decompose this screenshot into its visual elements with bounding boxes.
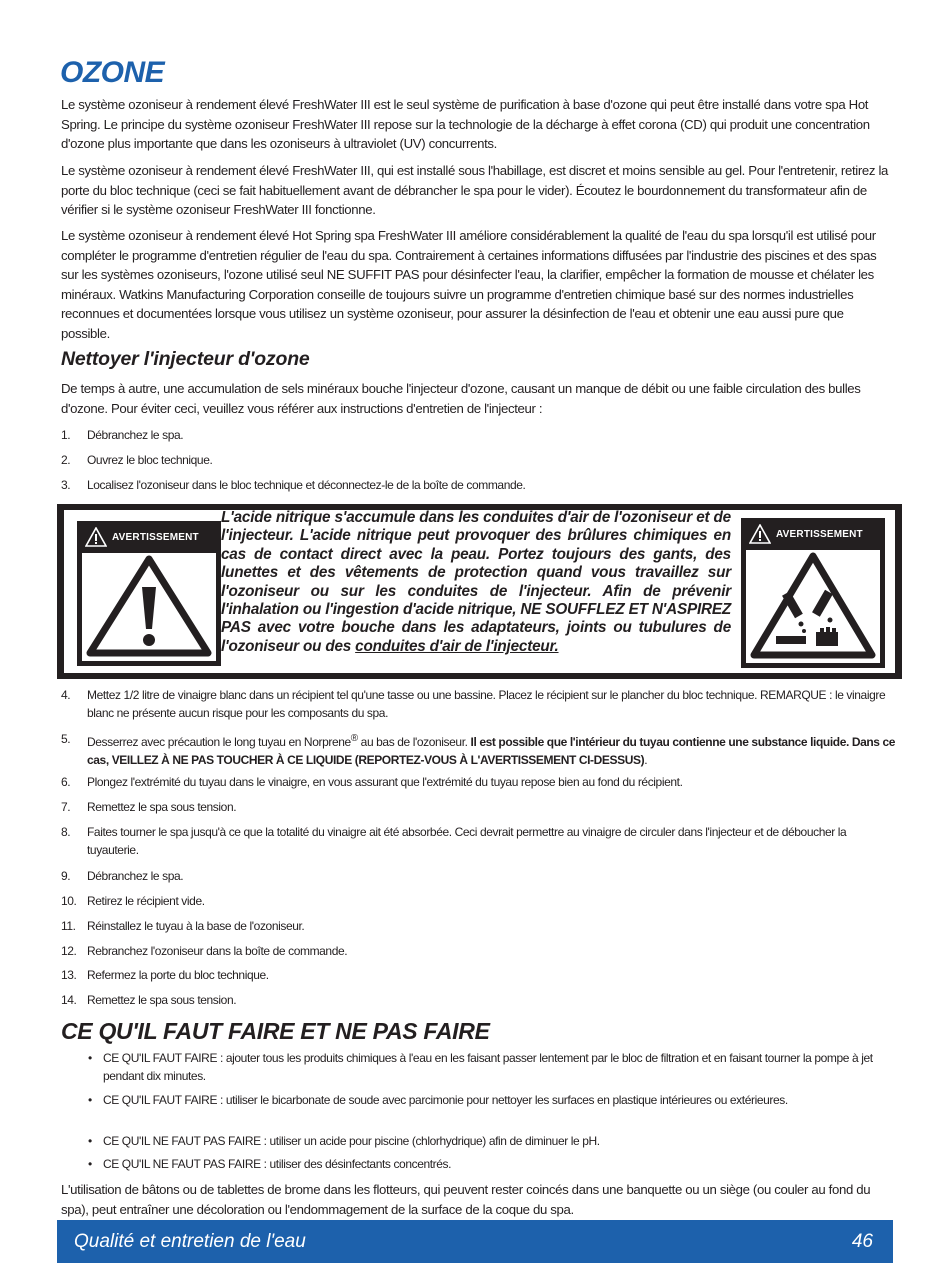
warning-triangle-icon: [85, 527, 107, 547]
dos-donts-heading: CE QU'IL FAUT FAIRE ET NE PAS FAIRE: [61, 1018, 490, 1044]
step-3: 3. Localisez l'ozoniseur dans le bloc technique et déconnectez-le de la boîte de commande.: [61, 478, 526, 492]
corrosive-hazard-icon: [746, 550, 880, 661]
ozone-paragraph-3: Le système ozoniseur à rendement élevé Hot Spring spa FreshWater III améliore considérablement la qualité de l'eau du spa lorsqu'il est utilisé pour compléter le programme d'entretien régulier de l'eau du spa. Contrairement à certaines informations diffusées par l'industrie des piscines et des spas sur les systèmes ozoniseurs, l'ozone utilisé seul NE SUFFIT PAS pour désinfecter l'eau, la clarifier, empêcher la formation de mousse et chélater les minéraux. Watkins Manufacturing Corporation conseille de toujours suivre un programme d'entretien chimique basé sur des normes industrielles reconnues et documentées lorsque vous utilisez un système ozoniseur, pour assurer la désinfection de l'eau et obtenir une eau aussi pure que possible.: [61, 228, 877, 341]
step-1: 1. Débranchez le spa.: [61, 428, 184, 442]
step-2: 2. Ouvrez le bloc technique.: [61, 453, 213, 467]
bullet-item: • CE QU'IL FAUT FAIRE : utiliser le bicarbonate de soude avec parcimonie pour nettoyer les surfaces en plastique intérieures ou extérieures.: [88, 1093, 788, 1107]
bullet-item: • CE QU'IL NE FAUT PAS FAIRE : utiliser un acide pour piscine (chlorhydrique) afin de diminuer le pH.: [88, 1134, 600, 1148]
warning-text: L'acide nitrique s'accumule dans les conduites d'air de l'ozoniseur et de l'injecteur. L'acide nitrique peut provoquer des brûlures chimiques en cas de contact direct avec la peau. Portez toujours des gants, des lunettes et des vêtements de protection quand vous travaillez sur l'ozoniseur ou sur les conduites de l'injecteur. Afin de prévenir l'inhalation ou l'ingestion d'acide nitrique, NE SOUFFLEZ ET N'ASPIREZ PAS avec votre bouche dans les adaptateurs, joints ou tubulures de l'ozoniseur ou des conduites d'air de l'injecteur.: [221, 509, 731, 655]
footer-bar: [57, 1220, 893, 1263]
step-14: 14. Remettez le spa sous tension.: [61, 993, 237, 1007]
step-11: 11. Réinstallez le tuyau à la base de l'ozoniseur.: [61, 919, 305, 933]
injector-intro: De temps à autre, une accumulation de sels minéraux bouche l'injecteur d'ozone, causant un manque de débit ou une faible circulation des bulles d'ozone. Pour éviter ceci, veuillez vous référer aux instructions d'entretien de l'injecteur :: [61, 381, 861, 416]
injector-heading: Nettoyer l'injecteur d'ozone: [61, 348, 310, 370]
step-10: 10. Retirez le récipient vide.: [61, 894, 205, 908]
step-13: 13. Refermez la porte du bloc technique.: [61, 968, 269, 982]
bullet-item: • CE QU'IL NE FAUT PAS FAIRE : utiliser des désinfectants concentrés.: [88, 1157, 452, 1171]
ozone-paragraph-1: Le système ozoniseur à rendement élevé FreshWater III est le seul système de purification à base d'ozone qui peut être installé dans votre spa Hot Spring. Le principe du système ozoniseur FreshWater III repose sur la technologie de la décharge à effet corona (CD) qui produit une concentration d'ozone plus importante que dans les ozoniseurs à ultraviolet (UV) concurrents.: [61, 97, 870, 152]
step-5: 5. Desserrez avec précaution le long tuyau en Norprene® au bas de l'ozoniseur. Il est possible que l'intérieur du tuyau contienne une substance liquide. Dans ce cas, VEILLEZ À NE PAS TOUCHER À CE LIQUIDE (REPORTEZ-VOUS À L'AVERTISSEMENT CI-DESSUS).: [61, 732, 896, 767]
step-6: 6. Plongez l'extrémité du tuyau dans le vinaigre, en vous assurant que l'extrémité du tuyau repose bien au fond du récipient.: [61, 775, 683, 789]
warning-sign-left: AVERTISSEMENT: [77, 521, 221, 666]
step-12: 12. Rebranchez l'ozoniseur dans la boîte de commande.: [61, 944, 348, 958]
page-title: OZONE: [60, 56, 165, 89]
ozone-paragraph-2: Le système ozoniseur à rendement élevé FreshWater III, qui est installé sous l'habillage, est discret et moins sensible au gel. Pour l'entretenir, retirez la porte du bloc technique (ceci se fait habituellement avant de débrancher le spa pour le vider). Écoutez le bourdonnement du transformateur afin de vérifier si le système ozoniseur FreshWater III fonctionne.: [61, 163, 889, 218]
step-7: 7. Remettez le spa sous tension.: [61, 800, 237, 814]
page-number: 46: [851, 1231, 873, 1252]
closing-paragraph: L'utilisation de bâtons ou de tablettes de brome dans les flotteurs, qui peuvent rester coincés dans une banquette ou un siège (ou couler au fond du spa), peut entraîner une décoloration ou l'endommagement de la surface de la coque du spa.: [61, 1182, 871, 1217]
exclamation-triangle-icon: [82, 553, 216, 659]
bullet-item: • CE QU'IL FAUT FAIRE : ajouter tous les produits chimiques à l'eau en les faisant passer lentement par le bloc de filtration et en faisant tourner la pompe à jet pendant dix minutes.: [88, 1051, 873, 1083]
warning-sign-right: AVERTISSEMENT: [741, 518, 885, 668]
step-4: 4. Mettez 1/2 litre de vinaigre blanc dans un récipient tel qu'une tasse ou une bassine. Placez le récipient sur le plancher du bloc technique. REMARQUE : le vinaigre blanc ne présente aucun risque pour les composants du spa.: [61, 688, 886, 720]
footer-section-title: Qualité et entretien de l'eau: [74, 1231, 306, 1252]
step-9: 9. Débranchez le spa.: [61, 869, 184, 883]
step-8: 8. Faites tourner le spa jusqu'à ce que la totalité du vinaigre ait été absorbée. Ceci devrait permettre au vinaigre de circuler dans l'injecteur et de déboucher la tuyauterie.: [61, 825, 847, 857]
warning-triangle-icon: [749, 524, 771, 544]
